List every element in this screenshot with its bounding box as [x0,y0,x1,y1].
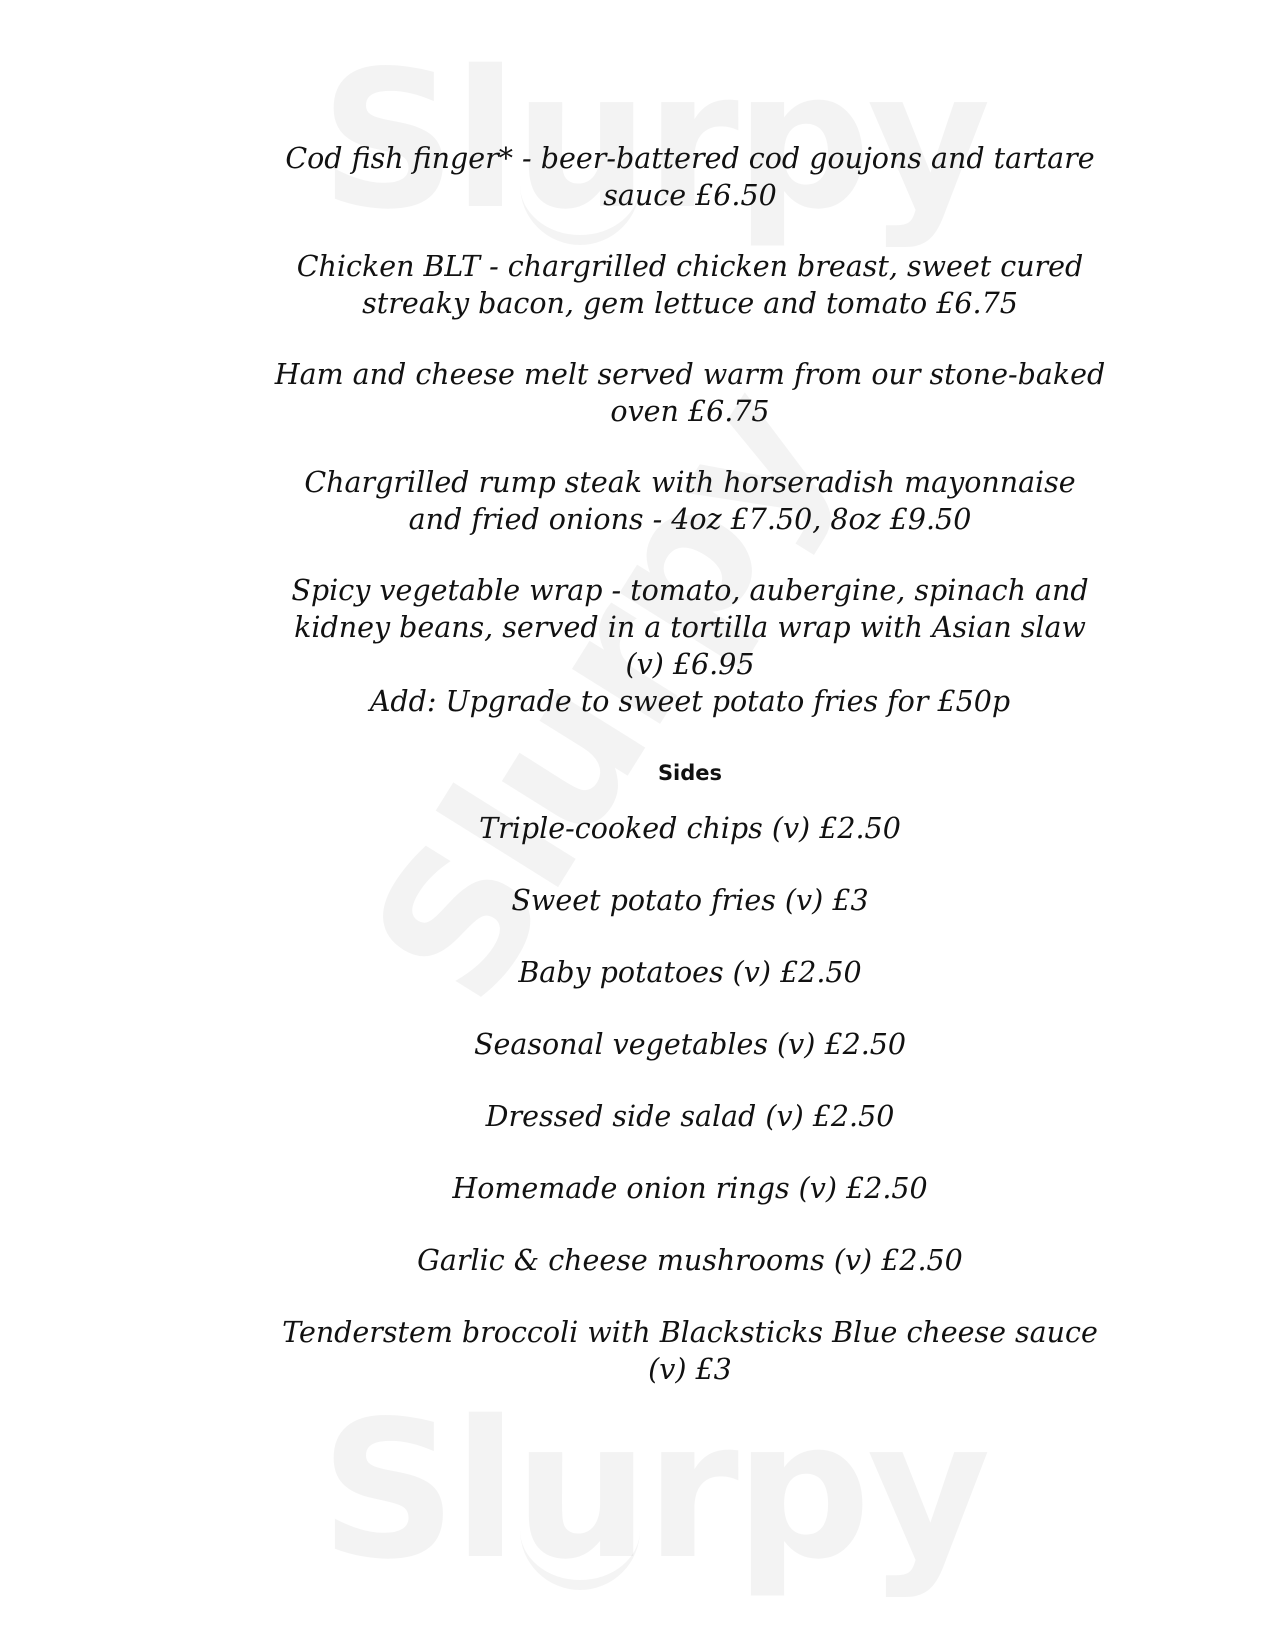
side-item-line: Baby potatoes (v) £2.50 [518,956,862,989]
watermark-swash-bottom [520,1530,640,1590]
side-item-seasonal-vegetables [230,1026,1150,1063]
menu-content [230,140,1150,1423]
menu-item-line: and fried onions - 4oz £7.50, 8oz £9.50 [408,503,972,536]
side-item-mushrooms [230,1242,1150,1279]
menu-item-line: Spicy vegetable wrap - tomato, aubergine, spinach and [291,574,1089,607]
side-item-line: Dressed side salad (v) £2.50 [485,1100,895,1133]
side-item-broccoli [230,1314,1150,1388]
menu-item-line: kidney beans, served in a tortilla wrap with Asian slaw [294,611,1086,644]
side-item-line: Sweet potato fries (v) £3 [511,884,869,917]
side-item-sweet-potato-fries [230,882,1150,919]
menu-item-rump-steak [230,464,1150,538]
menu-item-vegetable-wrap [230,572,1150,683]
side-item-chips [230,810,1150,847]
menu-item-line: streaky bacon, gem lettuce and tomato £6.75 [362,287,1018,320]
add-upgrade-note: Add: Upgrade to sweet potato fries for £50p [369,685,1011,718]
menu-item-cod-fish-finger [230,140,1150,214]
side-item-line: (v) £3 [648,1353,732,1386]
side-item-line: Tenderstem broccoli with Blacksticks Blue cheese sauce [282,1316,1098,1349]
side-item-side-salad [230,1098,1150,1135]
menu-item-line: Ham and cheese melt served warm from our stone-baked [274,358,1106,391]
menu-item-line: Chicken BLT - chargrilled chicken breast, sweet cured [296,250,1084,283]
menu-item-chicken-blt [230,248,1150,322]
menu-item-ham-cheese-melt [230,356,1150,430]
menu-item-line: Cod fish finger* - beer-battered cod goujons and tartare [285,142,1095,175]
side-item-line: Seasonal vegetables (v) £2.50 [473,1028,907,1061]
menu-item-line: sauce £6.50 [603,179,777,212]
side-item-line: Garlic & cheese mushrooms (v) £2.50 [417,1244,963,1277]
side-item-onion-rings [230,1170,1150,1207]
side-item-baby-potatoes [230,954,1150,991]
menu-item-line: Chargrilled rump steak with horseradish mayonnaise [304,466,1076,499]
side-item-line: Triple-cooked chips (v) £2.50 [479,812,901,845]
menu-item-line: oven £6.75 [610,395,770,428]
side-item-line: Homemade onion rings (v) £2.50 [452,1172,928,1205]
menu-item-line: (v) £6.95 [625,648,755,681]
sides-heading: Sides [657,761,723,785]
